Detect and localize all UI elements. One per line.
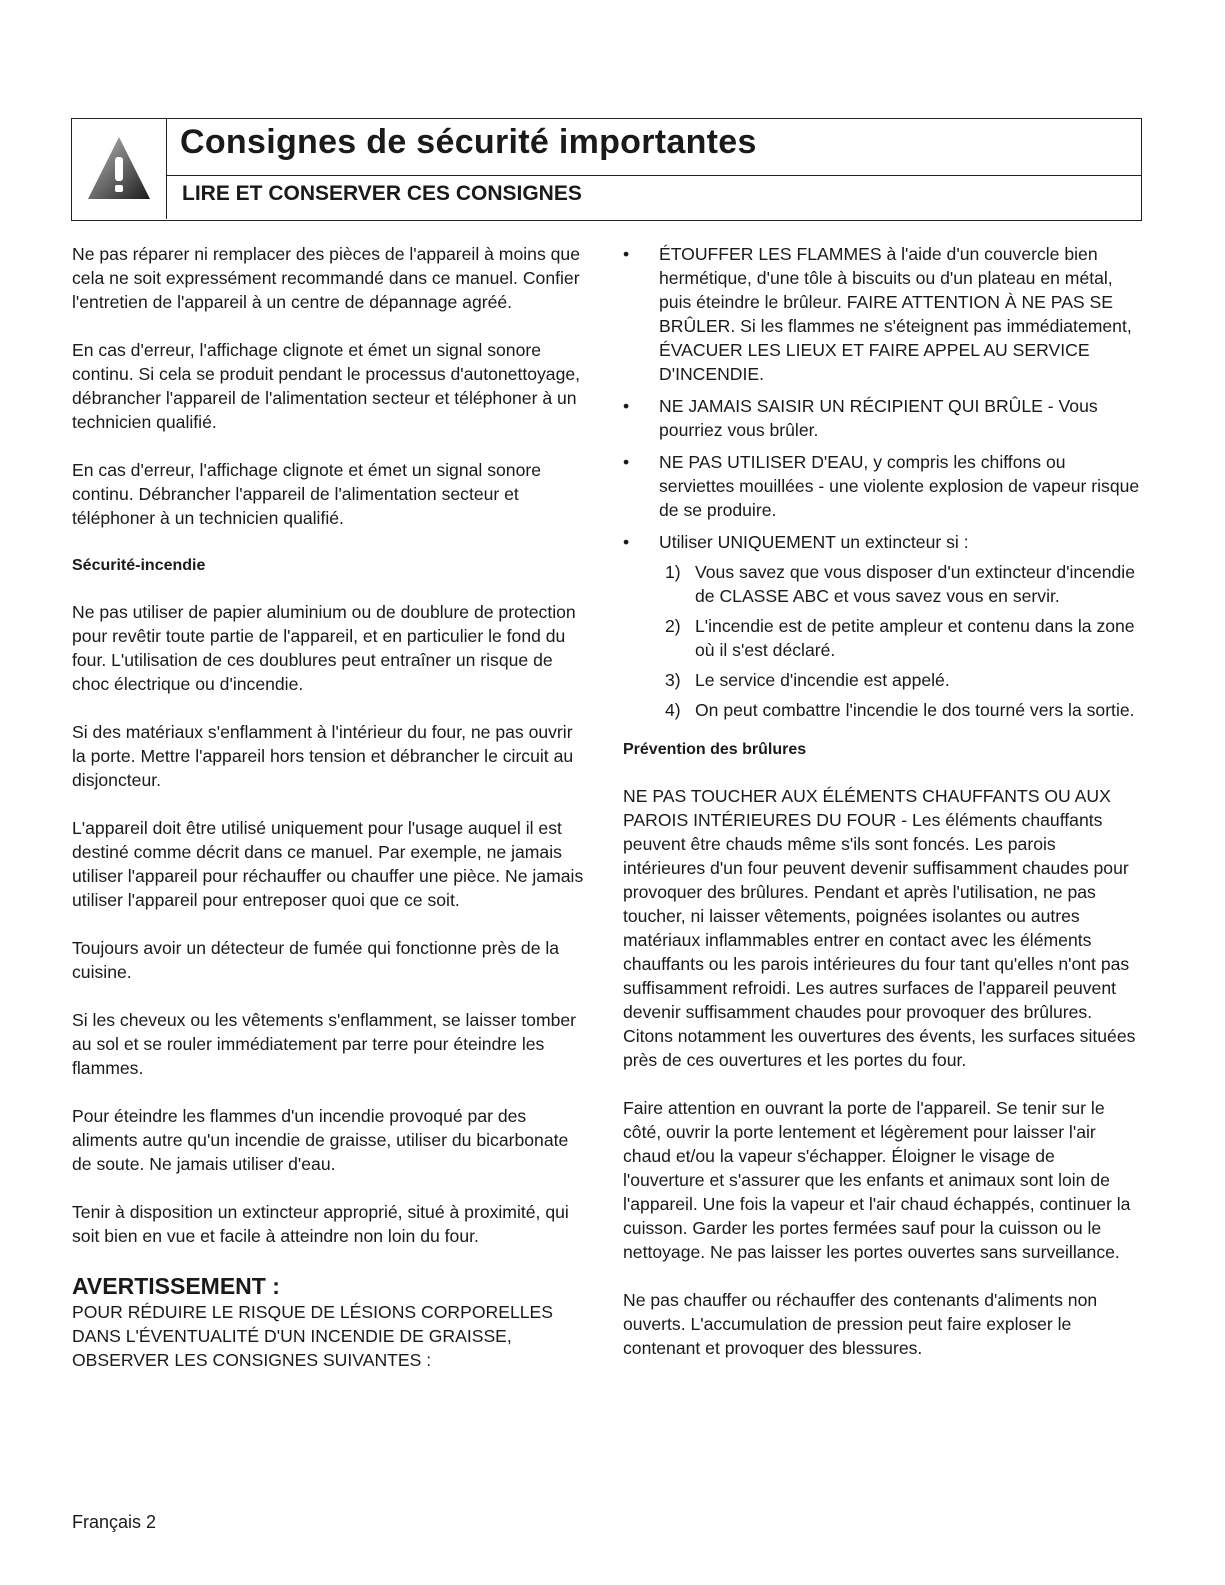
paragraph: Faire attention en ouvrant la porte de l'appareil. Se tenir sur le côté, ouvrir la porte lentement et légèrement pour laisser l'air chaud et/ou la vapeur s'échapper. Éloigner le visage de l'ouverture et s'assurer que les enfants et animaux sont loin de l'appareil. Une fois la vapeur et l'air chaud échappés, continuer la cuisson. Garder les portes fermées sauf pour la cuisson ou le nettoyage. Ne pas laisser les portes ouvertes sans surveillance.	[623, 1098, 1131, 1262]
list-item: • ÉTOUFFER LES FLAMMES à l'aide d'un couvercle bien hermétique, d'une tôle à biscuits ou d'un plateau en métal, puis éteindre le brûleur. FAIRE ATTENTION À NE PAS SE BRÛLER. Si les flammes ne s'éteignent pas immédiatement, ÉVACUER LES LIEUX ET FAIRE APPEL AU SERVICE D'INCENDIE.	[623, 244, 1132, 384]
numbered-item: 3) Le service d'incendie est appelé.	[665, 670, 950, 690]
paragraph: En cas d'erreur, l'affichage clignote et émet un signal sonore continu. Si cela se produit pendant le processus d'autonettoyage, débrancher l'appareil de l'alimentation secteur et téléphoner à un technicien qualifié.	[72, 340, 581, 432]
warning-title: AVERTISSEMENT :	[72, 1273, 280, 1299]
fire-bullet-list	[623, 242, 1141, 722]
bullet-icon: •	[623, 244, 630, 264]
safety-header-box	[71, 118, 1142, 221]
paragraph: Si des matériaux s'enflamment à l'intérieur du four, ne pas ouvrir la porte. Mettre l'appareil hors tension et débrancher le circuit au disjoncteur.	[72, 722, 574, 790]
extinguisher-conditions-list	[659, 560, 1141, 722]
paragraph: Ne pas chauffer ou réchauffer des contenants d'aliments non ouverts. L'accumulation de pression peut faire exploser le contenant et provoquer des blessures.	[623, 1290, 1098, 1358]
paragraph: NE PAS TOUCHER AUX ÉLÉMENTS CHAUFFANTS OU AUX PAROIS INTÉRIEURES DU FOUR - Les éléments chauffants peuvent être chauds même s'ils sont foncés. Les parois intérieures d'un four peuvent devenir suffisamment chaudes pour provoquer des brûlures. Pendant et après l'utilisation, ne pas toucher, ni laisser vêtements, poignées isolantes ou autres matériaux inflammables entrer en contact avec les éléments chauffants ou les parois intérieures du four tant qu'elles n'ont pas suffisamment refroidi. Les autres surfaces de l'appareil peuvent devenir suffisamment chaudes pour provoquer des brûlures. Citons notamment les ouvertures des évents, les surfaces situées près de ces ouvertures et les portes du four.	[623, 786, 1136, 1070]
page-number: Français 2	[72, 1512, 157, 1532]
section-heading-burn-prevention: Prévention des brûlures	[623, 741, 807, 758]
list-item: • NE JAMAIS SAISIR UN RÉCIPIENT QUI BRÛLE - Vous pourriez vous brûler.	[623, 396, 1098, 440]
warning-triangle-icon	[86, 133, 152, 203]
paragraph: Si les cheveux ou les vêtements s'enflamment, se laisser tomber au sol et se rouler immédiatement par terre pour éteindre les flammes.	[72, 1010, 577, 1078]
numbered-item: 2) L'incendie est de petite ampleur et contenu dans la zone où il s'est déclaré.	[665, 616, 1135, 660]
paragraph: L'appareil doit être utilisé uniquement pour l'usage auquel il est destiné comme décrit dans ce manuel. Par exemple, ne jamais utiliser l'appareil pour réchauffer ou chauffer une pièce. Ne jamais utiliser l'appareil pour entreposer quoi que ce soit.	[72, 818, 584, 910]
left-column	[72, 242, 587, 1396]
bullet-icon: •	[623, 452, 630, 472]
paragraph: Pour éteindre les flammes d'un incendie provoqué par des aliments autre qu'un incendie de graisse, utiliser du bicarbonate de soute. Ne jamais utiliser d'eau.	[72, 1106, 569, 1174]
list-item: • Utiliser UNIQUEMENT un extincteur si : 1) Vous savez que vous disposer d'un extincteur d'incendie de CLASSE ABC et vous savez vous en servir. 2) L'incendie est de petite ampleur et contenu dans la zone où il s'est déclaré. 3) Le service d'incendie est appelé. 4) On peut combattre l'incendie le dos tourné vers la sortie.	[623, 530, 1141, 722]
warning-body: POUR RÉDUIRE LE RISQUE DE LÉSIONS CORPORELLES DANS L'ÉVENTUALITÉ D'UN INCENDIE DE GRAISSE, OBSERVER LES CONSIGNES SUIVANTES :	[72, 1302, 554, 1370]
list-item: • NE PAS UTILISER D'EAU, y compris les chiffons ou serviettes mouillées - une violente explosion de vapeur risque de se produire.	[623, 452, 1140, 520]
bullet-icon: •	[623, 396, 630, 416]
right-column	[623, 242, 1141, 1384]
section-heading-fire-safety: Sécurité-incendie	[72, 557, 206, 574]
header-divider	[167, 175, 1141, 176]
page-title: Consignes de sécurité importantes	[180, 123, 757, 161]
bullet-icon: •	[623, 532, 630, 552]
paragraph: Ne pas utiliser de papier aluminium ou de doublure de protection pour revêtir toute partie de l'appareil, et en particulier le fond du four. L'utilisation de ces doublures peut entraîner un risque de choc électrique ou d'incendie.	[72, 602, 576, 694]
numbered-item: 4) On peut combattre l'incendie le dos tourné vers la sortie.	[665, 700, 1135, 720]
numbered-item: 1) Vous savez que vous disposer d'un extincteur d'incendie de CLASSE ABC et vous savez vous en servir.	[665, 562, 1135, 606]
page-subtitle: LIRE ET CONSERVER CES CONSIGNES	[182, 182, 582, 205]
paragraph: Ne pas réparer ni remplacer des pièces de l'appareil à moins que cela ne soit expressément recommandé dans ce manuel. Confier l'entretien de l'appareil à un centre de dépannage agréé.	[72, 244, 580, 312]
paragraph: En cas d'erreur, l'affichage clignote et émet un signal sonore continu. Débrancher l'appareil de l'alimentation secteur et téléphoner à un technicien qualifié.	[72, 460, 542, 528]
paragraph: Tenir à disposition un extincteur approprié, situé à proximité, qui soit bien en vue et facile à atteindre non loin du four.	[72, 1202, 569, 1246]
warning-icon-cell	[72, 119, 167, 219]
paragraph: Toujours avoir un détecteur de fumée qui fonctionne près de la cuisine.	[72, 938, 560, 982]
